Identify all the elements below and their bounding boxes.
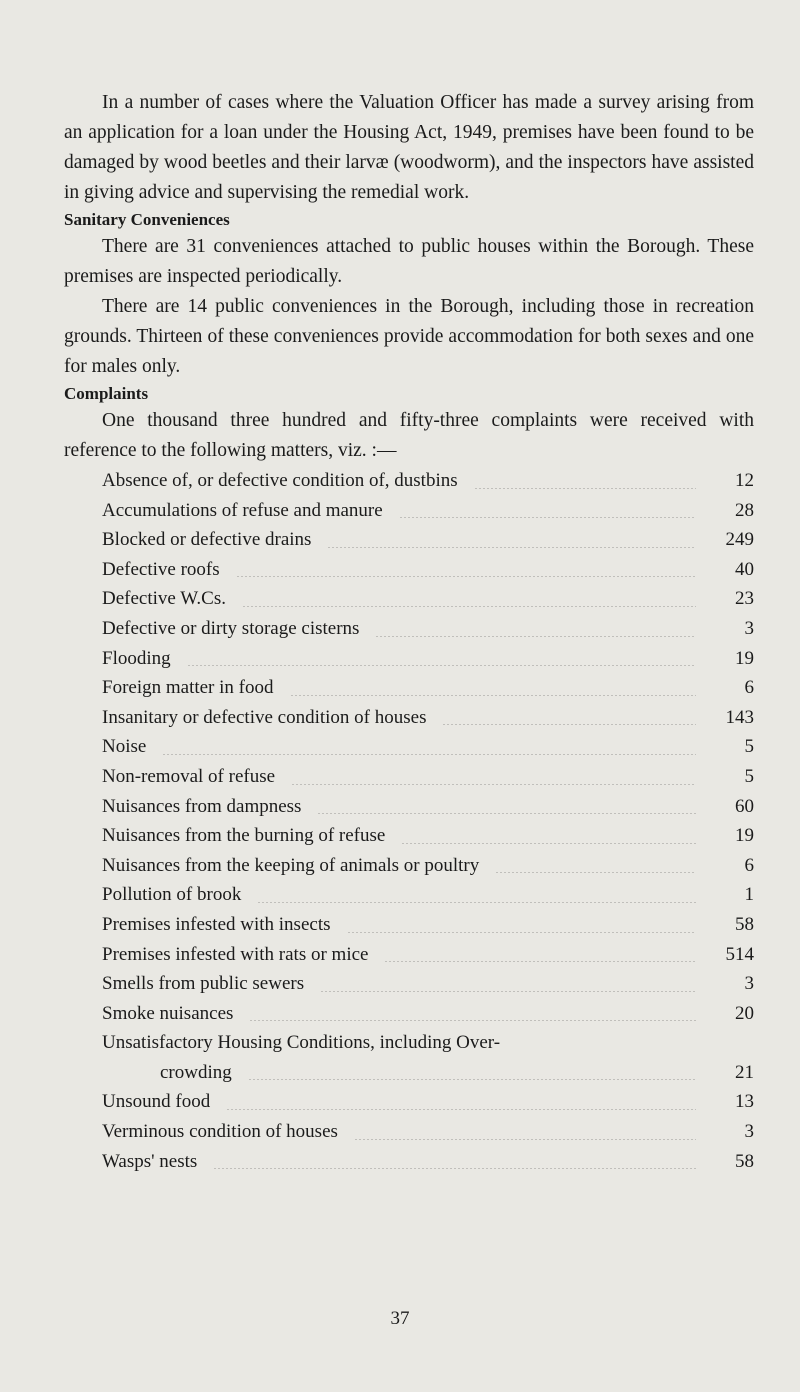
complaint-label: Insanitary or defective condition of houses [102,706,427,728]
complaint-row [64,762,754,792]
dot-leader [213,1168,696,1169]
complaint-count: 40 [735,558,754,580]
dot-leader [401,843,696,844]
complaint-row [64,466,754,496]
dot-leader [249,1020,696,1021]
sanitary-paragraph-2: There are 14 public conveniences in the Borough, including those in recreation grounds. Thirteen of these conveniences provide accommodation for both sexes and one for males only. [64,296,754,377]
dot-leader [291,784,696,785]
complaint-count: 13 [735,1091,754,1113]
dot-leader [162,754,696,755]
complaint-count: 20 [735,1002,754,1024]
complaint-label: Nuisances from the keeping of animals or poultry [102,854,480,876]
complaint-label-line-2: crowding [160,1061,232,1083]
complaint-label: Verminous condition of houses [102,1121,338,1143]
complaint-label: Flooding [102,647,171,669]
dot-leader [236,576,696,577]
complaint-row [64,584,754,614]
complaint-row [64,821,754,851]
complaint-row [64,851,754,881]
complaint-label: Foreign matter in food [102,677,274,699]
dot-leader [375,636,696,637]
complaint-count: 6 [744,854,754,876]
complaint-label: Absence of, or defective condition of, dustbins [102,470,458,491]
dot-leader [187,665,696,666]
complaint-label: Pollution of brook [102,884,242,906]
dot-leader [226,1109,696,1110]
complaint-count: 1 [744,884,754,906]
dot-leader [347,932,697,933]
intro-paragraph: In a number of cases where the Valuation Officer has made a survey arising from an application for a loan under the Housing Act, 1949, premises have been found to be damaged by wood beetles and their larvæ (woodworm), and the inspectors have assisted in giving advice and supervising the remedial work. [64,92,754,203]
complaint-row [64,880,754,910]
complaint-row [64,792,754,822]
complaint-label: Smells from public sewers [102,973,305,995]
complaint-label: Blocked or defective drains [102,529,312,551]
complaint-count: 19 [735,647,754,669]
dot-leader [442,724,696,725]
complaint-count: 19 [735,825,754,847]
complaint-count: 58 [735,1150,754,1172]
complaint-label-line-1: Unsatisfactory Housing Conditions, including Over- [102,1032,501,1054]
dot-leader [320,991,696,992]
complaint-count: 143 [725,706,754,728]
complaint-row [64,555,754,585]
page-number: 37 [390,1308,410,1329]
complaint-count: 21 [735,1061,754,1083]
complaint-label: Wasps' nests [102,1150,198,1172]
complaint-count: 6 [744,677,754,699]
complaint-count: 3 [744,1121,754,1143]
complaints-paragraph: One thousand three hundred and fifty-three complaints were received with reference to the following matters, viz. :— [64,410,754,461]
dot-leader [248,1079,696,1080]
document-page [64,88,754,1176]
complaint-row [64,940,754,970]
complaint-row-wrapped [64,1028,754,1087]
dot-leader [290,695,697,696]
complaint-count: 23 [735,588,754,610]
complaint-count: 58 [735,913,754,935]
complaint-row [64,673,754,703]
sanitary-paragraph-1: There are 31 conveniences attached to public houses within the Borough. These premises are inspected periodically. [64,236,754,287]
complaint-row [64,1117,754,1147]
complaint-count: 249 [725,529,754,551]
complaint-count: 3 [744,973,754,995]
complaint-row [64,703,754,733]
complaint-label: Unsound food [102,1091,211,1113]
complaints-list [64,466,754,1176]
complaint-row [64,999,754,1029]
complaint-row [64,525,754,555]
dot-leader [354,1139,696,1140]
sanitary-conveniences-heading: Sanitary Conveniences [64,210,230,229]
complaint-row [64,732,754,762]
complaint-row [64,496,754,526]
dot-leader [257,902,696,903]
dot-leader [317,813,696,814]
complaint-count: 12 [735,470,754,491]
complaint-label: Smoke nuisances [102,1002,234,1024]
complaint-row-continuation [64,1058,754,1088]
dot-leader [495,872,696,873]
complaint-row [64,644,754,674]
complaint-row [64,1087,754,1117]
complaint-count: 60 [735,795,754,817]
complaint-row [64,1147,754,1177]
complaint-label: Noise [102,736,147,758]
complaint-label: Defective or dirty storage cisterns [102,617,360,639]
complaint-label: Non-removal of refuse [102,765,276,787]
complaint-label: Nuisances from dampness [102,795,302,817]
dot-leader [242,606,696,607]
complaint-count: 3 [744,617,754,639]
dot-leader [474,488,696,489]
complaint-label: Premises infested with insects [102,913,331,935]
complaint-label: Nuisances from the burning of refuse [102,825,386,847]
complaint-count: 5 [744,736,754,758]
complaint-label: Accumulations of refuse and manure [102,499,383,521]
complaint-count: 28 [735,499,754,521]
complaint-count: 514 [725,943,754,965]
complaint-label: Defective roofs [102,558,220,580]
dot-leader [399,517,696,518]
complaint-row [64,614,754,644]
complaint-count: 5 [744,765,754,787]
complaint-label: Premises infested with rats or mice [102,943,369,965]
complaint-row [64,910,754,940]
dot-leader [327,547,696,548]
complaint-row [64,969,754,999]
complaint-label: Defective W.Cs. [102,588,227,610]
dot-leader [384,961,696,962]
complaints-heading: Complaints [64,384,149,403]
